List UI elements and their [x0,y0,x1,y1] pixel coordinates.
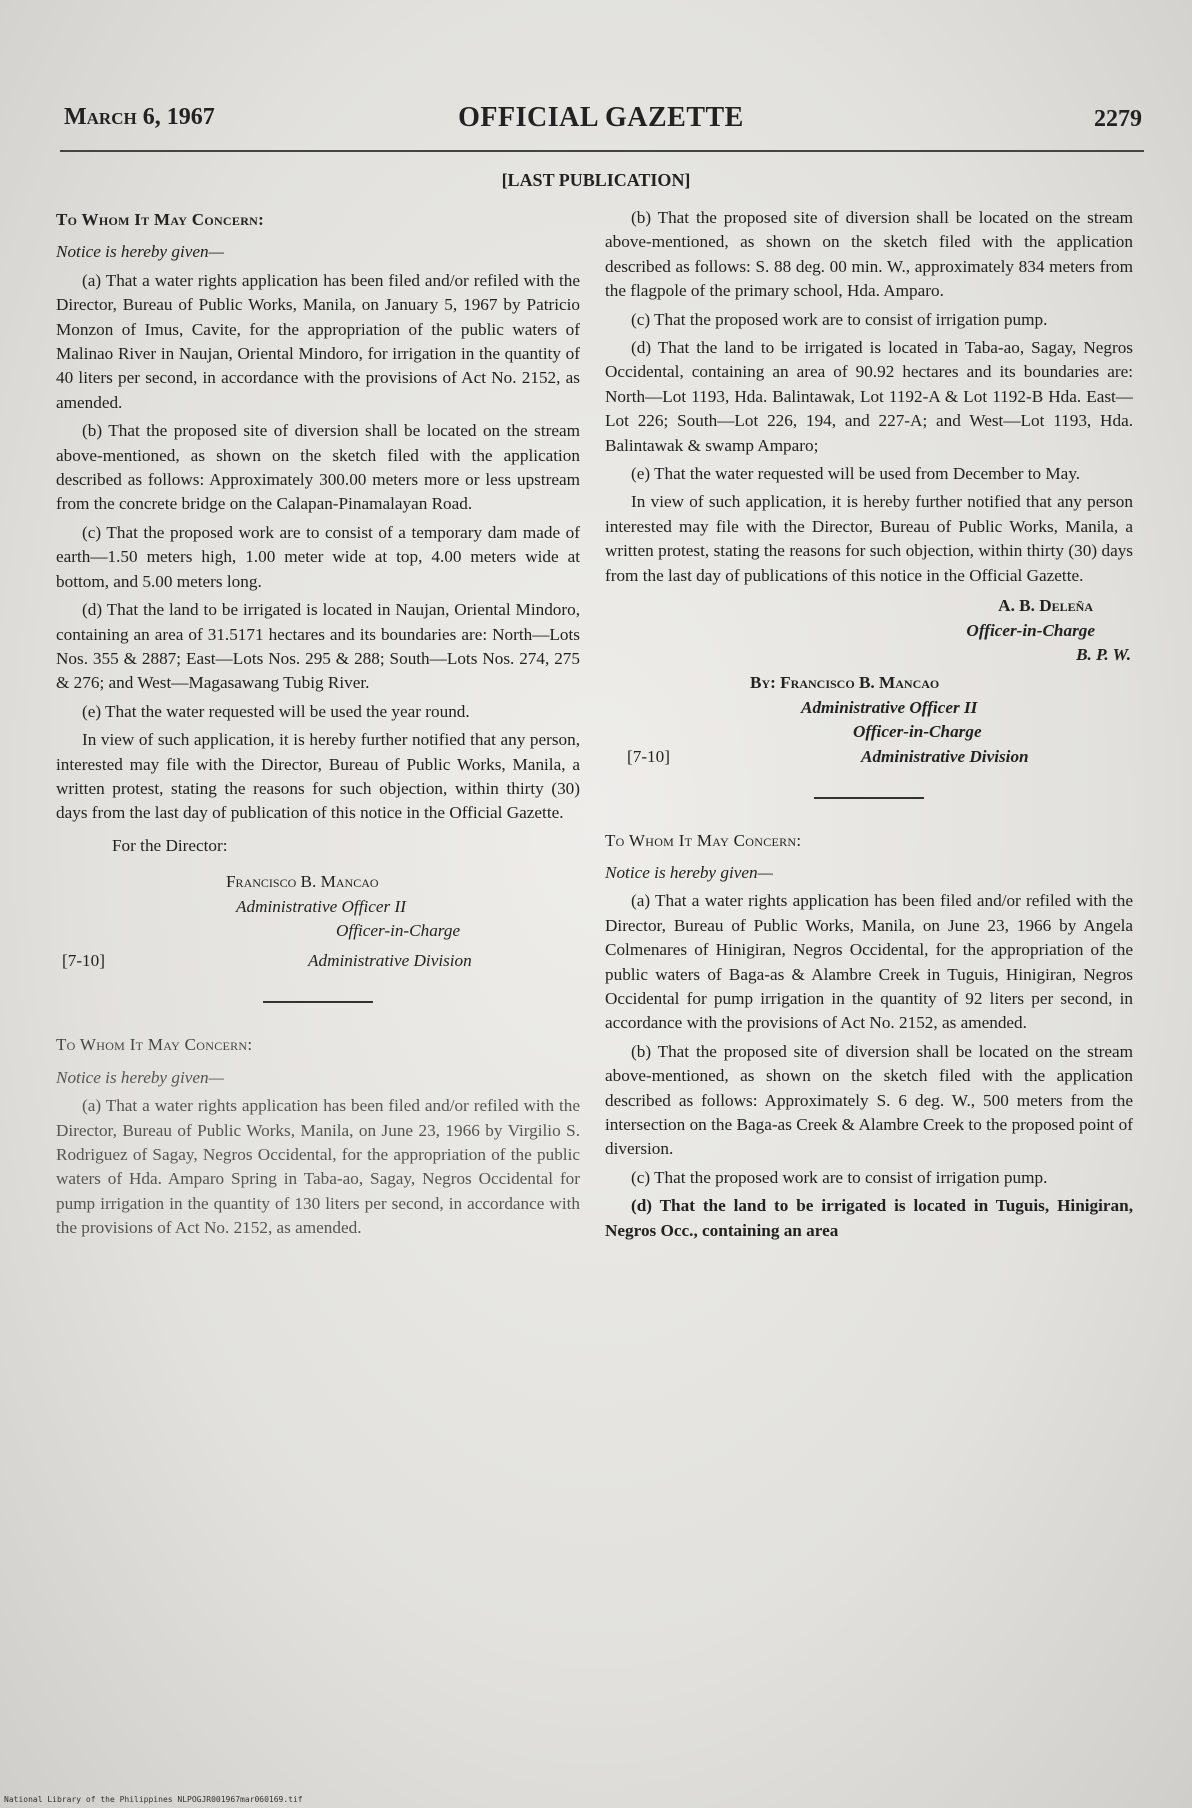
left-column [56,206,580,1245]
publication-tag: [LAST PUBLICATION] [501,170,691,190]
paragraph-b: (b) That the proposed site of diversion shall be located on the stream above-mentioned, as shown on the sketch filed with the application described as follows: Approximately 300.00 meters more or less upstream from the concrete bridge on the Calapan-Pinamalayan Road. [56,421,580,514]
paragraph-b-2: (b) That the proposed site of diversion shall be located on the stream above-mentioned, as shown on the sketch filed with the application described as follows: S. 88 deg. 00 min. W., approximately 834 meters from the flagpole of the primary school, Hda. Amparo. [605,208,1133,301]
by-label: By: [750,673,776,693]
paragraph-d: (d) That the land to be irrigated is located in Naujan, Oriental Mindoro, containing an area of 31.5171 hectares and its boundaries are: North—Lots Nos. 355 & 2887; East—Lots Nos. 295 & 288; South—Lots Nos. 274, 275 & 276; and West—Magasawang Tubig River. [56,600,580,693]
ref-line-2 [605,745,1133,769]
paragraph-d-3: (d) That the land to be irrigated is located in Tuguis, Hinigiran, Negros Occ., containing an area [605,1196,1133,1240]
signer-name-2: A. B. Deleña [998,596,1093,616]
notice-intro: Notice is hereby given— [56,242,224,262]
notice-heading: To Whom It May Concern: [56,210,265,229]
closing-paragraph: In view of such application, it is hereby further notified that any person, interested may file with the Director, Bureau of Public Works, Manila, a written protest, stating the reasons for such objection, within thirty (30) days from the last day of publication of this notice in the Official Gazette. [56,730,580,823]
ref-number-2: [7-10] [627,746,670,766]
notice-heading-3: To Whom It May Concern: [605,830,802,850]
separator [263,1001,373,1003]
paragraph-c-2: (c) That the proposed work are to consist of irrigation pump. [631,309,1048,329]
paragraph-a-3: (a) That a water rights application has been filed and/or refiled with the Director, Bureau of Public Works, Manila, on June 23, 1966 by Angela Colmenares of Hinigiran, Negros Occidental, for the appropriation of the public waters of Baga-as & Alambre Creek in Tuguis, Hinigiran, Negros Occidental for pump irrigation in the quantity of 92 liters per second, in accordance with the provisions of Act No. 2152, as amended. [605,891,1133,1033]
page-number: 2279 [1094,106,1142,132]
right-column [605,206,1133,1247]
by-title: Administrative Officer II [801,697,978,717]
page-header [60,98,1142,138]
separator-2 [814,797,924,799]
signer-title: Administrative Officer II [236,896,406,916]
paragraph-e-2: (e) That the water requested will be used from December to May. [631,464,1081,484]
paragraph-d-2: (d) That the land to be irrigated is located in Taba-ao, Sagay, Negros Occidental, containing an area of 90.92 hectares and its boundaries are: North—Lot 1193, Hda. Balintawak, Lot 1192-A & Lot 1192-B Hda. East—Lot 226; South—Lot 226, 194, and 227-A; and West—Lot 1193, Hda. Balintawak & swamp Amparo; [605,338,1133,455]
scan-footer: National Library of the Philippines NLPOGJR001967mar060169.tif [4,1795,303,1804]
by-name: Francisco B. Mancao [780,673,940,693]
notice-heading-2: To Whom It May Concern: [56,1035,253,1055]
signer-org: B. P. W. [1076,644,1131,664]
paragraph-a: (a) That a water rights application has been filed and/or refiled with the Director, Bureau of Public Works, Manila, on January 5, 1967 by Patricio Monzon of Imus, Cavite, for the appropriation of the public waters of Malinao River in Naujan, Oriental Mindoro, for irrigation in the quantity of 40 liters per second, in accordance with the provisions of Act No. 2152, as amended. [56,270,580,412]
paragraph-c-3: (c) That the proposed work are to consist of irrigation pump. [631,1167,1048,1187]
paragraph-c: (c) That the proposed work are to consist of a temporary dam made of earth—1.50 meters high, 1.00 meter wide at top, 4.00 meters wide at bottom, and 5.00 meters long. [56,522,580,591]
signer-name: Francisco B. Mancao [226,872,379,892]
by-division: Administrative Division [861,746,1029,766]
signer-division: Administrative Division [308,951,472,971]
publication-title: OFFICIAL GAZETTE [458,102,744,133]
paragraph-b-3: (b) That the proposed site of diversion shall be located on the stream above-mentioned, as shown on the sketch filed with the application described as follows: Approximately S. 6 deg. W., 500 meters from the intersection on the Baga-as Creek & Alambre Creek to the proposed point of diversion. [605,1041,1133,1159]
issue-date: March 6, 1967 [64,104,215,130]
ref-number: [7-10] [62,951,105,971]
by-title-2: Officer-in-Charge [853,722,982,742]
signer-title-3: Officer-in-Charge [966,620,1095,640]
by-line [750,671,1133,695]
closing-paragraph-2: In view of such application, it is hereby further notified that any person interested may file with the Director, Bureau of Public Works, Manila, a written protest, stating the reasons for such objection, within thirty (30) days from the last day of publications of this notice in the Official Gazette. [605,492,1133,585]
signature-block-2 [605,594,1133,768]
paragraph-e: (e) That the water requested will be used the year round. [82,701,470,721]
ref-line [56,949,580,973]
notice-intro-2: Notice is hereby given— [56,1067,224,1087]
header-rule [60,150,1144,152]
for-director-line: For the Director: [112,835,228,855]
signer-title-2: Officer-in-Charge [336,920,461,940]
signature-block [226,870,580,943]
paragraph-a-2: (a) That a water rights application has been filed and/or refiled with the Director, Bureau of Public Works, Manila, on June 23, 1966 by Virgilio S. Rodriguez of Sagay, Negros Occidental, for the appropriation of the public waters of Hda. Amparo Spring in Taba-ao, Sagay, Negros Occidental for pump irrigation in the quantity of 130 liters per second, in accordance with the provisions of Act No. 2152, as amended. [56,1096,580,1238]
notice-intro-3: Notice is hereby given— [605,862,773,882]
